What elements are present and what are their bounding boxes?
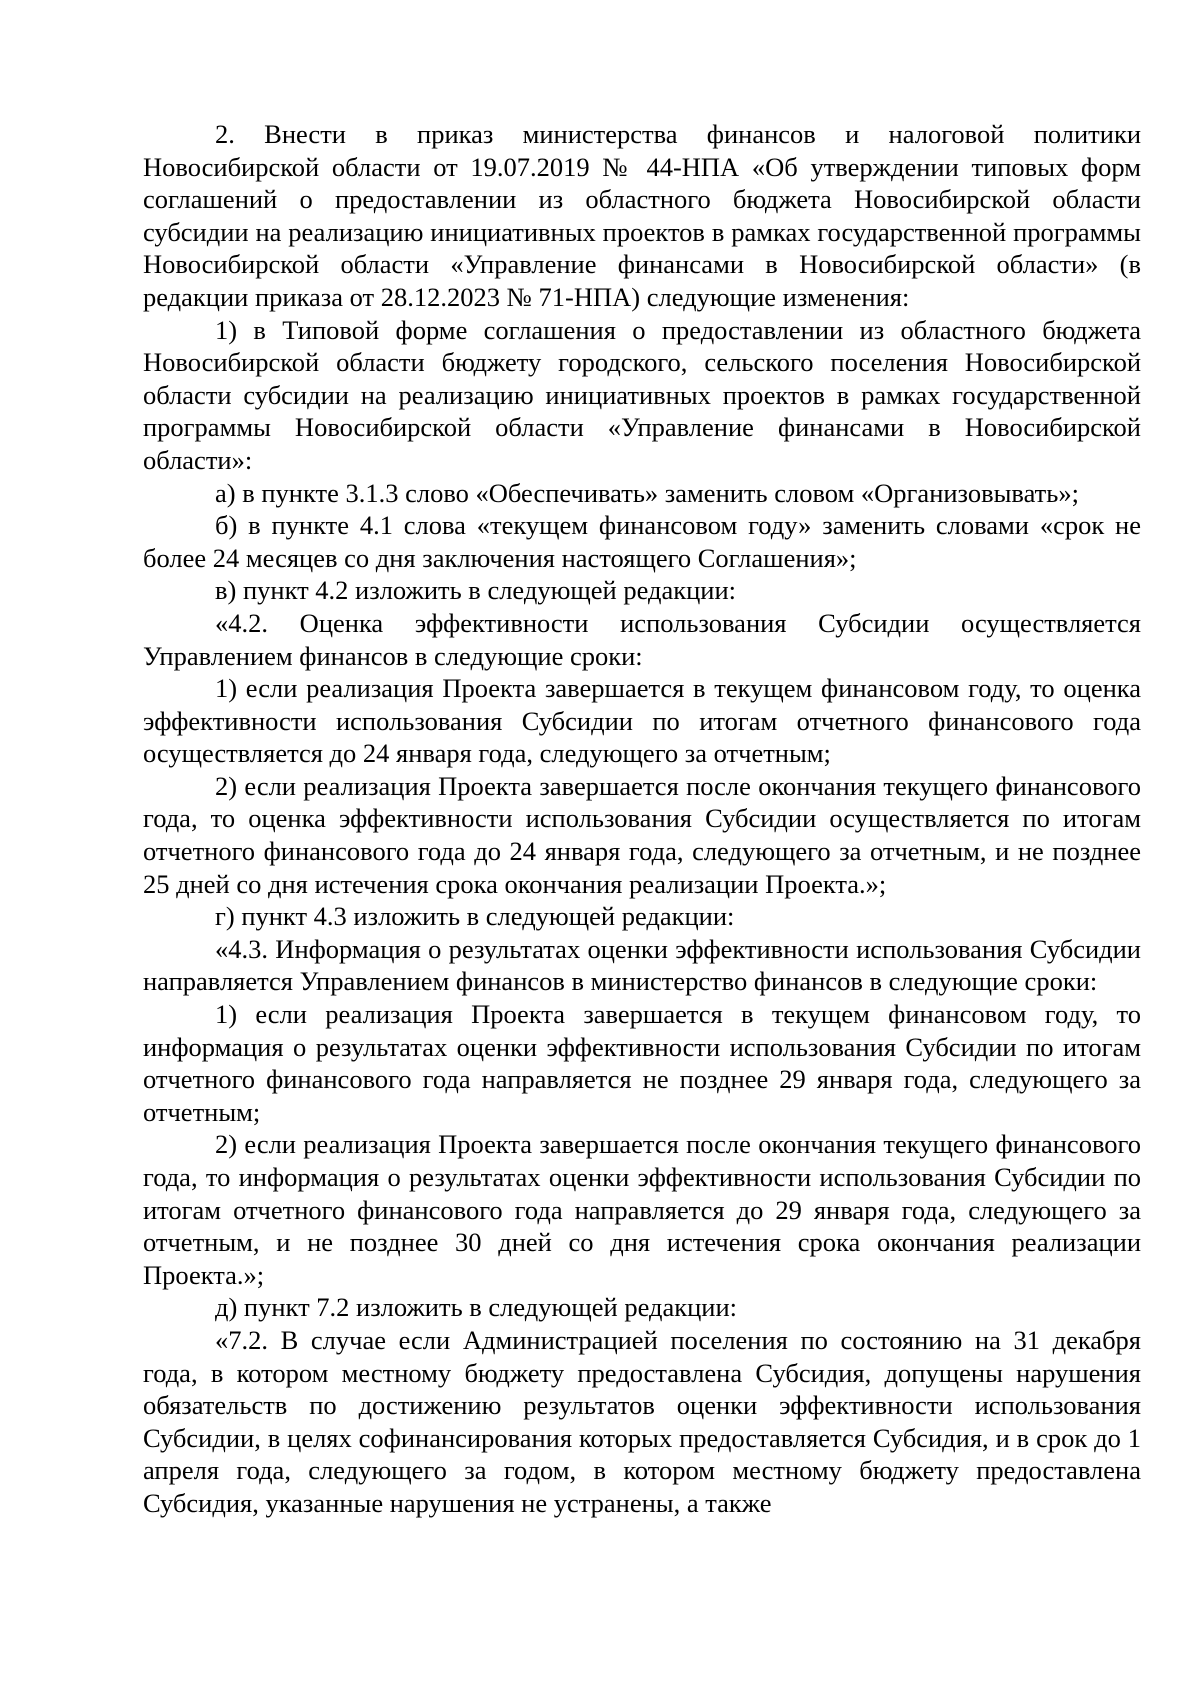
paragraph-item-1: 1) в Типовой форме соглашения о предоставлении из областного бюджета Новосибирской области бюджету городского, сельского поселения Новосибирской области субсидии на реализацию инициативных проектов в рамках государственной программы Новосибирской области «Управление финансами в Новосибирской области»: — [143, 314, 1141, 475]
paragraph-clause-4-2-sub-1: 1) если реализация Проекта завершается в текущем финансовом году, то оценка эффективности использования Субсидии по итогам отчетного финансового года осуществляется до 24 января года, следующего за отчетным; — [143, 673, 1141, 769]
paragraph-clause-7-2: «7.2. В случае если Администрацией поселения по состоянию на 31 декабря года, в котором местному бюджету предоставлена Субсидия, допущены нарушения обязательств по достижению результатов оценки эффективности использования Субсидии, в целях софинансирования которых предоставляется Субсидия, и в срок до 1 апреля года, следующего за годом, в котором местному бюджету предоставлена Субсидия, указанные нарушения не устранены, а также — [143, 1324, 1141, 1518]
paragraph-clause-4-3: «4.3. Информация о результатах оценки эффективности использования Субсидии направляется Управлением финансов в министерство финансов в следующие сроки: — [143, 933, 1141, 997]
paragraph-item-b: б) в пункте 4.1 слова «текущем финансовом году» заменить словами «срок не более 24 месяцев со дня заключения настоящего Соглашения»; — [143, 510, 1141, 573]
paragraph-amend-order: 2. Внести в приказ министерства финансов и налоговой политики Новосибирской области от 19.07.2019 № 44-НПА «Об утверждении типовых форм соглашений о предоставлении из областного бюджета Новосибирской области субсидии на реализацию инициативных проектов в рамках государственной программы Новосибирской области «Управление финансами в Новосибирской области» (в редакции приказа от 28.12.2023 № 71-НПА) следующие изменения: — [143, 119, 1141, 312]
paragraph-item-a: а) в пункте 3.1.3 слово «Обеспечивать» заменить словом «Организовывать»; — [215, 477, 1079, 508]
paragraph-item-g: г) пункт 4.3 изложить в следующей редакции: — [215, 901, 735, 932]
paragraph-clause-4-2: «4.2. Оценка эффективности использования Субсидии осуществляется Управлением финансов в следующие сроки: — [143, 607, 1141, 671]
paragraph-clause-4-3-sub-2: 2) если реализация Проекта завершается после окончания текущего финансового года, то информация о результатах оценки эффективности использования Субсидии по итогам отчетного финансового года направляется до 29 января года, следующего за отчетным, и не позднее 30 дней со дня истечения срока окончания реализации Проекта.»; — [143, 1129, 1141, 1290]
paragraph-clause-4-2-sub-2: 2) если реализация Проекта завершается после окончания текущего финансового года, то оценка эффективности использования Субсидии осуществляется по итогам отчетного финансового года до 24 января года, следующего за отчетным, и не позднее 25 дней со дня истечения срока окончания реализации Проекта.»; — [143, 770, 1141, 899]
paragraph-clause-4-3-sub-1: 1) если реализация Проекта завершается в текущем финансовом году, то информация о результатах оценки эффективности использования Субсидии по итогам отчетного финансового года направляется не позднее 29 января года, следующего за отчетным; — [143, 999, 1141, 1127]
paragraph-item-d: д) пункт 7.2 изложить в следующей редакции: — [215, 1292, 738, 1323]
document-body — [143, 118, 1141, 1520]
paragraph-item-v: в) пункт 4.2 изложить в следующей редакции: — [215, 575, 737, 606]
